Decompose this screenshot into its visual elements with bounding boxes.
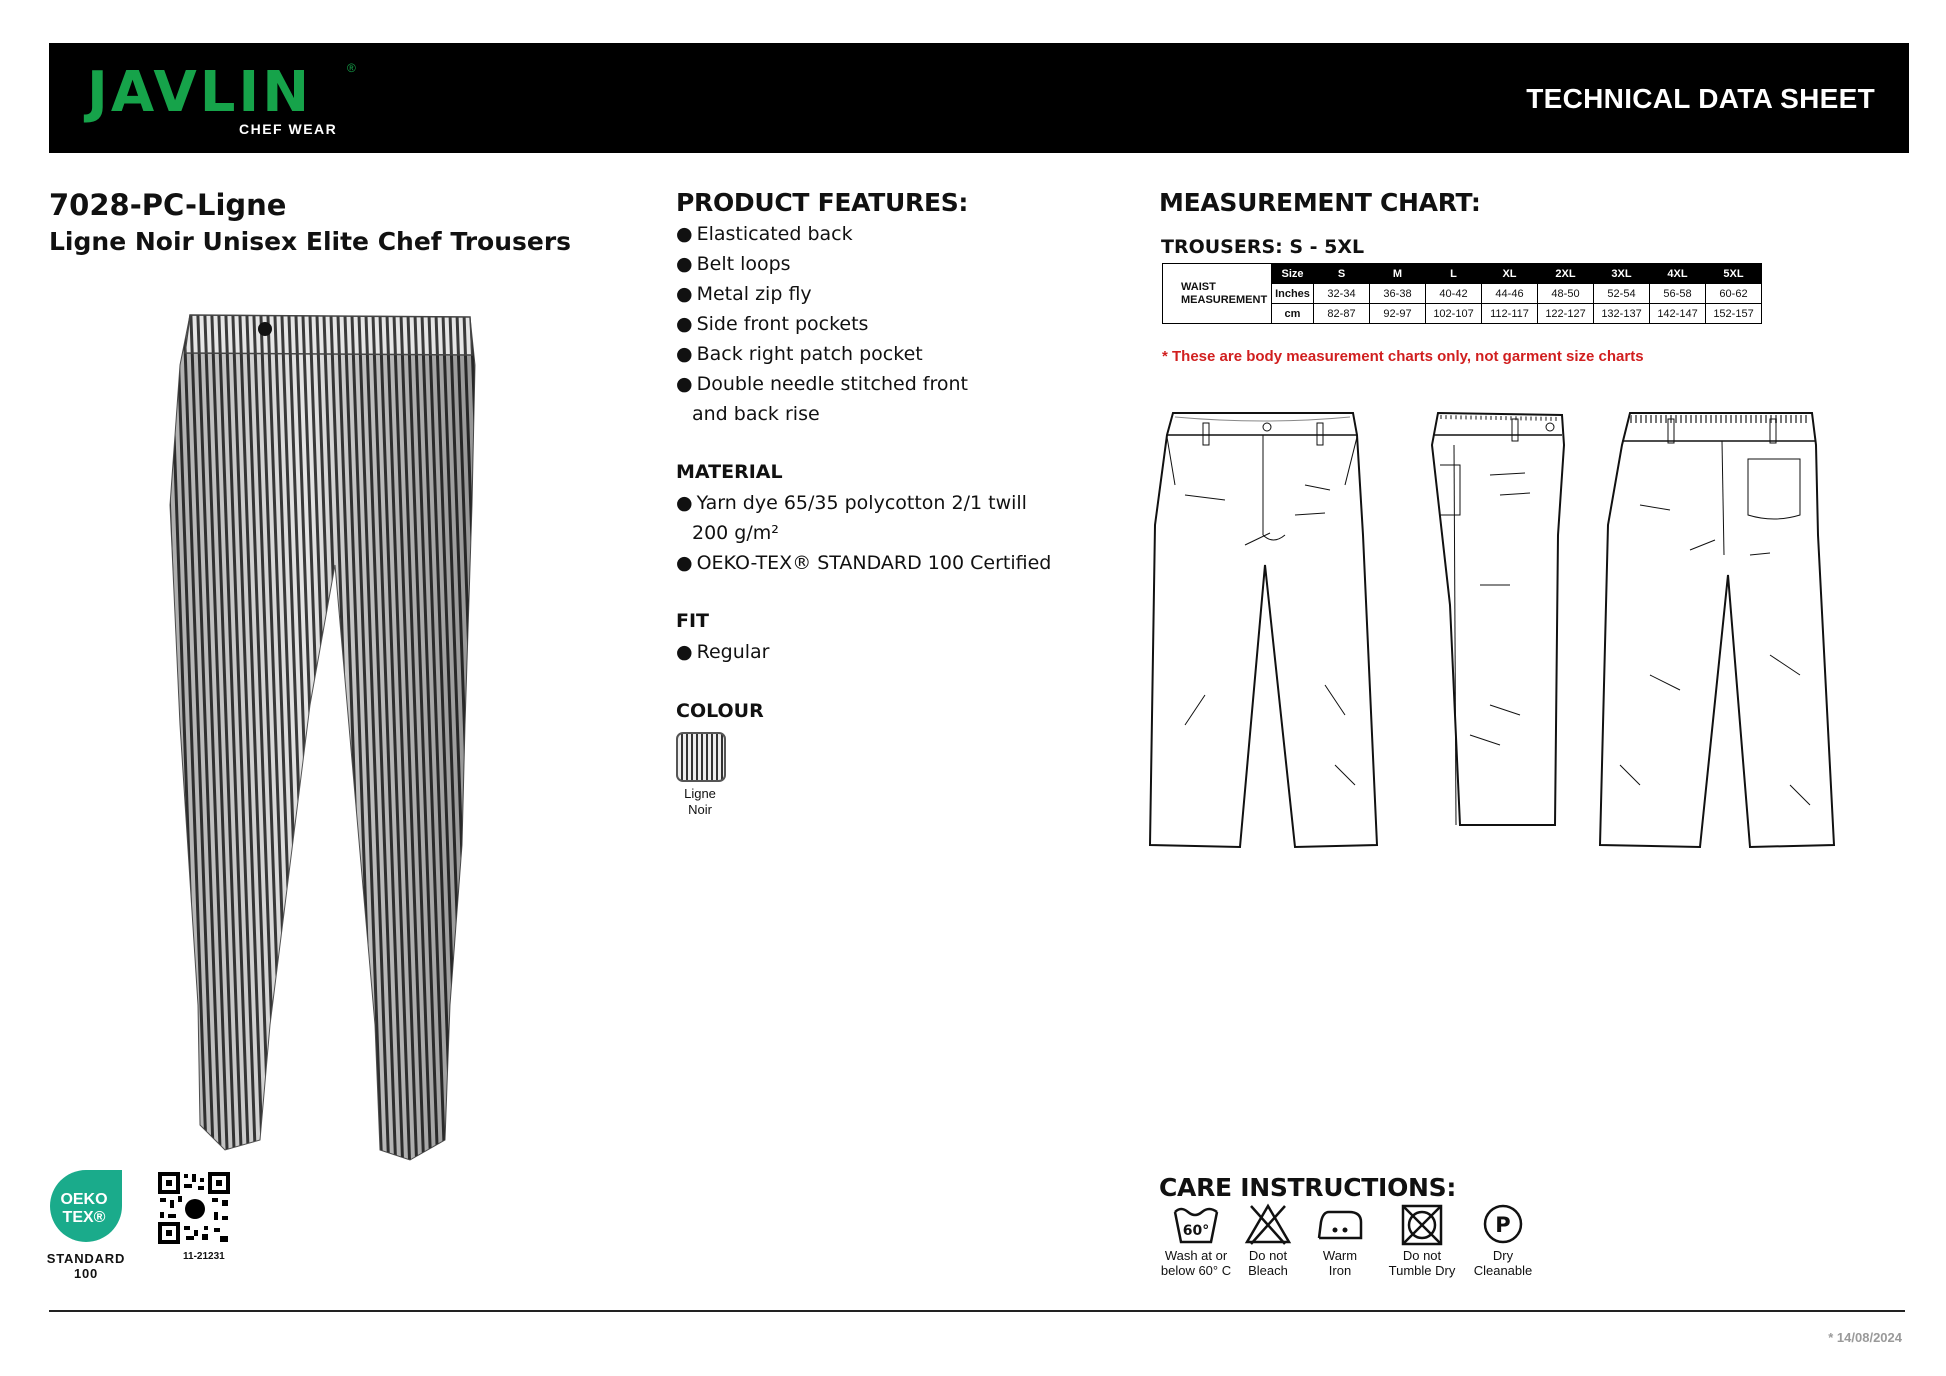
table-row	[1163, 264, 1762, 284]
table-cell: 36-38	[1370, 284, 1426, 304]
fit-title: FIT	[676, 610, 710, 632]
svg-text:P: P	[1495, 1213, 1511, 1237]
swatch-label-line2: Noir	[688, 802, 712, 817]
standard-number: 100	[73, 1266, 99, 1281]
front-view-drawing	[1145, 405, 1385, 855]
svg-text:OEKO: OEKO	[60, 1191, 108, 1208]
table-header-cell: Size	[1272, 264, 1314, 284]
table-header-cell: 4XL	[1650, 264, 1706, 284]
swatch-label-line1: Ligne	[684, 786, 716, 801]
list-item: ● Elasticated back	[676, 223, 853, 245]
care-iron	[1297, 1202, 1383, 1278]
table-header-cell: S	[1314, 264, 1370, 284]
list-item: ● OEKO-TEX® STANDARD 100 Certified	[676, 552, 1052, 574]
table-cell: 102-107	[1426, 304, 1482, 324]
no-bleach-icon	[1243, 1202, 1293, 1246]
brand-subtitle: CHEF WEAR	[239, 121, 338, 137]
brand-logo: JAVLIN	[87, 60, 313, 125]
product-code: 7028-PC-Ligne	[49, 188, 287, 222]
footer-divider	[49, 1310, 1905, 1312]
document-date: * 14/08/2024	[1828, 1330, 1902, 1345]
table-cell: 152-157	[1706, 304, 1762, 324]
table-header-cell: 2XL	[1538, 264, 1594, 284]
qr-code[interactable]	[158, 1172, 230, 1244]
oeko-tex-logo	[48, 1168, 124, 1244]
table-cell: 142-147	[1650, 304, 1706, 324]
measurement-note: * These are body measurement charts only, not garment size charts	[1162, 348, 1644, 365]
features-title: PRODUCT FEATURES:	[676, 188, 969, 217]
list-item: ● Side front pockets	[676, 313, 869, 335]
table-cell: 32-34	[1314, 284, 1370, 304]
list-item: ● Back right patch pocket	[676, 343, 923, 365]
table-cell: 40-42	[1426, 284, 1482, 304]
table-cell: 44-46	[1482, 284, 1538, 304]
list-item: ● Regular	[676, 641, 770, 663]
document-title: TECHNICAL DATA SHEET	[1526, 83, 1875, 114]
table-cell: cm	[1272, 304, 1314, 324]
table-header-cell: M	[1370, 264, 1426, 284]
product-photo	[140, 305, 500, 1170]
svg-text:60°: 60°	[1182, 1223, 1210, 1239]
warm-iron-icon	[1315, 1202, 1365, 1246]
product-name: Ligne Noir Unisex Elite Chef Trousers	[49, 227, 572, 256]
back-view-drawing	[1590, 405, 1840, 855]
table-header-cell: 5XL	[1706, 264, 1762, 284]
table-cell: 82-87	[1314, 304, 1370, 324]
side-view-drawing	[1430, 405, 1570, 835]
certificate-code: 11-21231	[183, 1251, 225, 1262]
care-label: Do not Bleach	[1248, 1248, 1288, 1278]
measurement-table	[1162, 263, 1762, 324]
care-label: Do not Tumble Dry	[1388, 1248, 1456, 1278]
svg-text:TEX®: TEX®	[62, 1209, 106, 1226]
care-title: CARE INSTRUCTIONS:	[1159, 1173, 1457, 1202]
table-header-cell: 3XL	[1594, 264, 1650, 284]
care-label: Warm Iron	[1322, 1248, 1358, 1278]
table-cell: Inches	[1272, 284, 1314, 304]
care-label: Dry Cleanable	[1473, 1248, 1533, 1278]
colour-title: COLOUR	[676, 700, 764, 722]
colour-swatch-label	[668, 786, 732, 818]
list-item: ● Yarn dye 65/35 polycotton 2/1 twill	[676, 492, 1027, 514]
care-dry-clean	[1460, 1202, 1546, 1278]
care-label: Wash at or below 60° C	[1160, 1248, 1232, 1278]
list-item-continuation: 200 g/m²	[692, 522, 779, 544]
waist-row-label: WAIST MEASUREMENT	[1163, 264, 1272, 324]
header-bar	[49, 43, 1909, 153]
table-header-cell: L	[1426, 264, 1482, 284]
colour-swatch[interactable]	[676, 732, 726, 782]
features-list	[676, 219, 968, 429]
table-cell: 92-97	[1370, 304, 1426, 324]
list-item: ● Double needle stitched front	[676, 373, 969, 395]
brand-registered-mark: ®	[347, 61, 356, 75]
measurement-title: MEASUREMENT CHART:	[1159, 188, 1481, 217]
dry-clean-icon	[1478, 1202, 1528, 1246]
material-list	[676, 488, 1051, 578]
table-cell: 48-50	[1538, 284, 1594, 304]
table-cell: 112-117	[1482, 304, 1538, 324]
care-tumble	[1379, 1202, 1465, 1278]
list-item-continuation: and back rise	[692, 403, 820, 425]
material-title: MATERIAL	[676, 461, 783, 483]
size-range-title: TROUSERS: S - 5XL	[1161, 236, 1365, 258]
fit-list	[676, 637, 769, 667]
list-item: ● Metal zip fly	[676, 283, 812, 305]
wash-60-icon	[1171, 1202, 1221, 1246]
table-header-cell: XL	[1482, 264, 1538, 284]
table-cell: 60-62	[1706, 284, 1762, 304]
table-cell: 132-137	[1594, 304, 1650, 324]
oeko-standard-label	[30, 1251, 142, 1281]
table-cell: 56-58	[1650, 284, 1706, 304]
list-item: ● Belt loops	[676, 253, 791, 275]
table-cell: 52-54	[1594, 284, 1650, 304]
standard-text: STANDARD	[46, 1251, 126, 1266]
no-tumble-dry-icon	[1397, 1202, 1447, 1246]
table-cell: 122-127	[1538, 304, 1594, 324]
